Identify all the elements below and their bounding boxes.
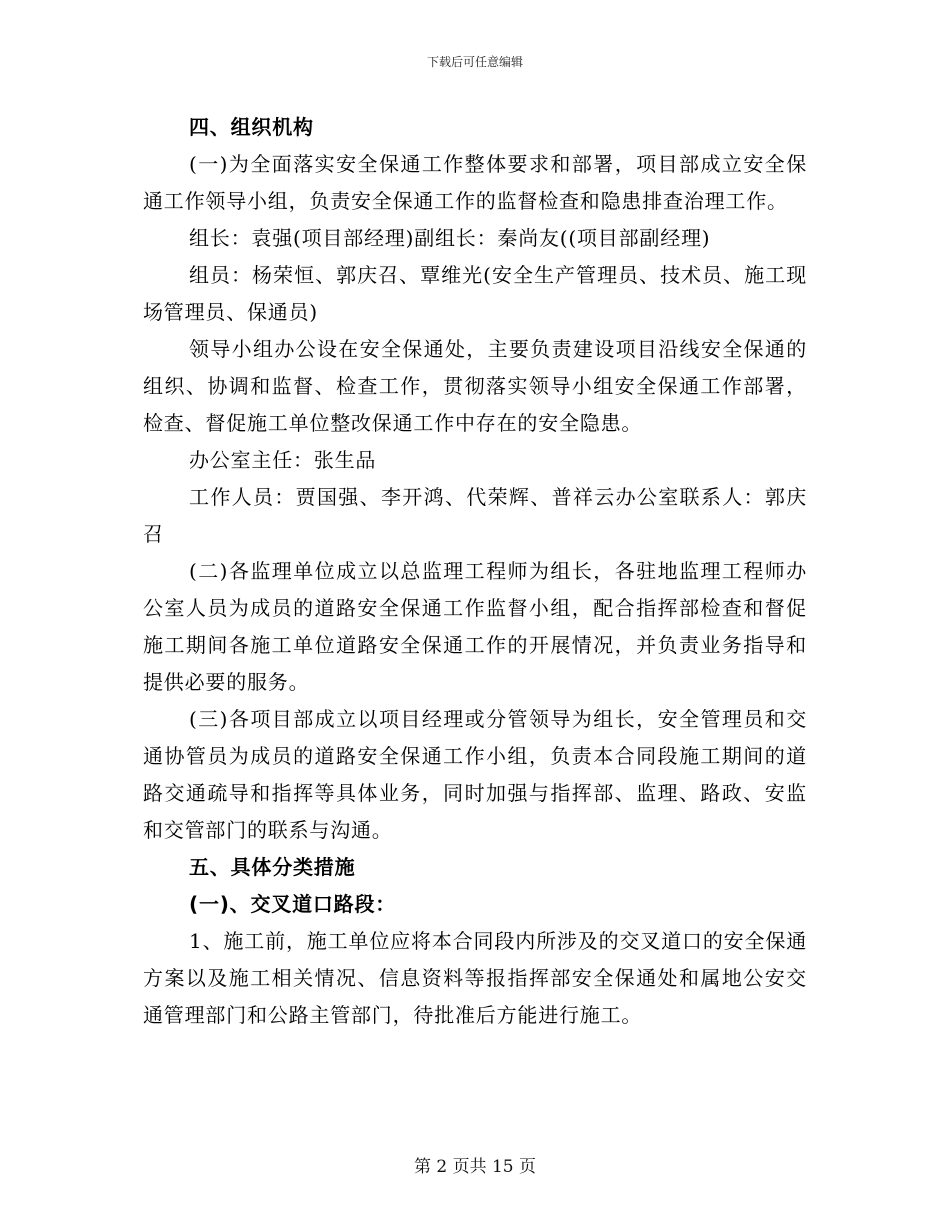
paragraph-supervision-units: (二)各监理单位成立以总监理工程师为组长，各驻地监理工程师办公室人员为成员的道路安全保通工作监督小组，配合指挥部检查和督促施工期间各施工单位道路安全保通工作的开展情况，并负责业务指导和提供必要的服务。 xyxy=(143,559,807,694)
document-body xyxy=(143,109,807,1034)
paragraph-office-director: 办公室主任：张生品 xyxy=(189,448,377,472)
paragraph-leading-group: (一)为全面落实安全保通工作整体要求和部署，项目部成立安全保通工作领导小组，负责安全保通工作的监督检查和隐患排查治理工作。 xyxy=(143,152,807,213)
paragraph-staff: 工作人员：贾国强、李开鸿、代荣辉、普祥云办公室联系人：郭庆召 xyxy=(143,485,807,546)
section-heading-measures: 五、具体分类措施 xyxy=(189,855,356,879)
paragraph-before-construction: 1、施工前，施工单位应将本合同段内所涉及的交叉道口的安全保通方案以及施工相关情况、信息资料等报指挥部安全保通处和属地公安交通管理部门和公路主管部门，待批准后方能进行施工。 xyxy=(143,929,807,1027)
paragraph-group-leaders: 组长：袁强(项目部经理)副组长：秦尚友((项目部副经理) xyxy=(189,226,711,250)
paragraph-project-departments: (三)各项目部成立以项目经理或分管领导为组长，安全管理员和交通协管员为成员的道路安全保通工作小组，负责本合同段施工期间的道路交通疏导和指挥等具体业务，同时加强与指挥部、监理、路政、安监和交管部门的联系与沟通。 xyxy=(143,707,807,842)
page-number: 第 2 页共 15 页 xyxy=(413,1157,537,1177)
page-header: 下载后可任意编辑 xyxy=(426,55,523,69)
paragraph-office-duties: 领导小组办公设在安全保通处，主要负责建设项目沿线安全保通的组织、协调和监督、检查工作，贯彻落实领导小组安全保通工作部署，检查、督促施工单位整改保通工作中存在的安全隐患。 xyxy=(143,337,807,435)
subsection-heading-intersections: (一)、交叉道口路段： xyxy=(189,892,397,916)
paragraph-group-members: 组员：杨荣恒、郭庆召、覃维光(安全生产管理员、技术员、施工现场管理员、保通员) xyxy=(143,263,807,324)
section-heading-organization: 四、组织机构 xyxy=(189,115,314,139)
